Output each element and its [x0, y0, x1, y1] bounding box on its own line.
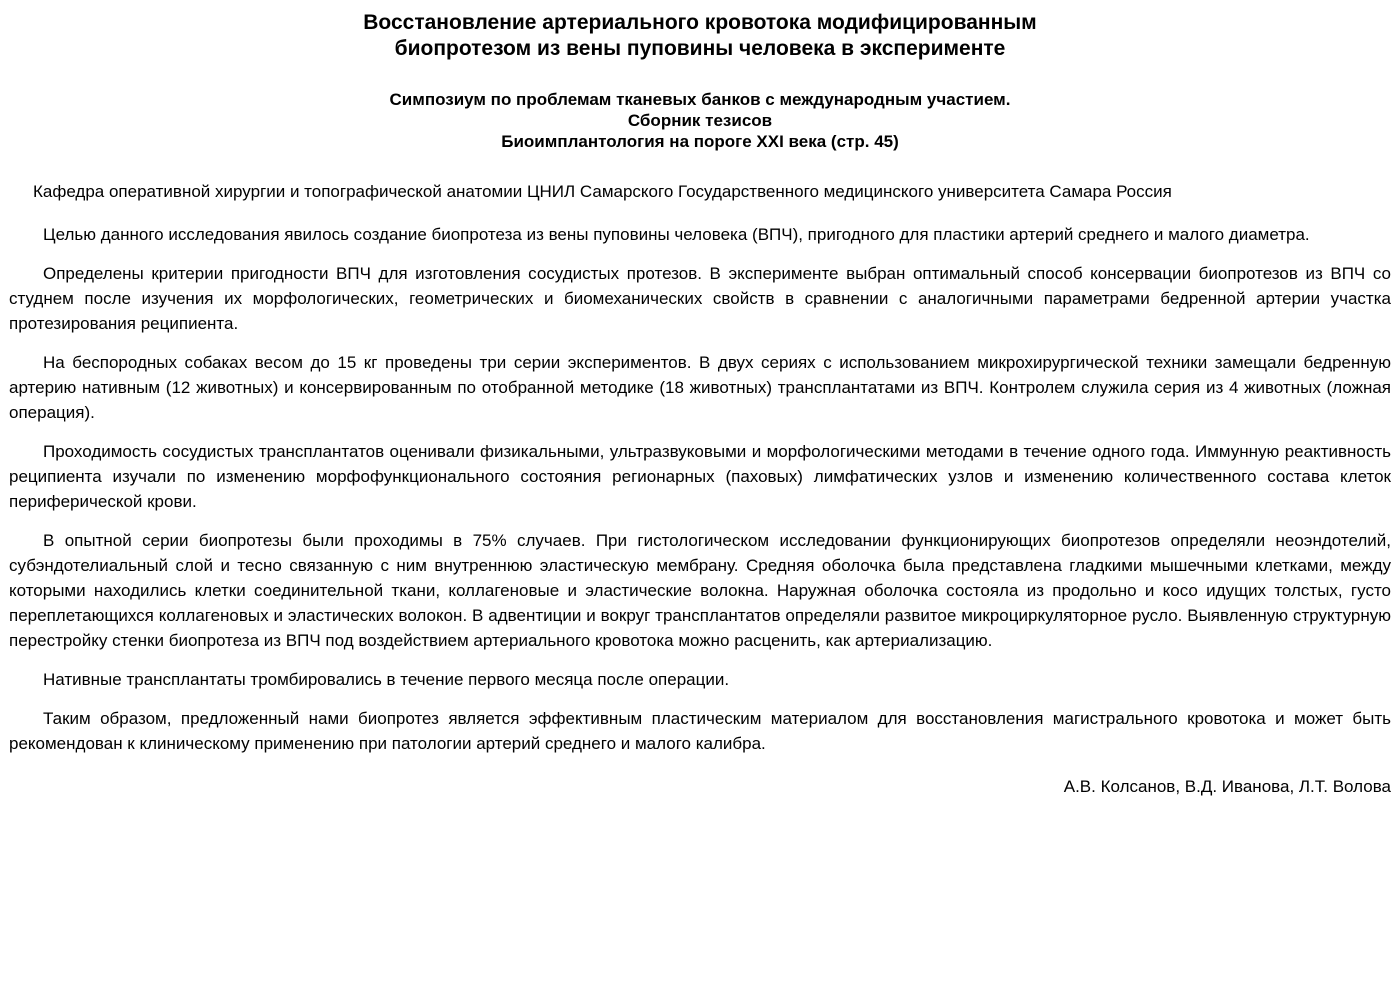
authors-line: А.В. Колсанов, В.Д. Иванова, Л.Т. Волова	[1063, 777, 1391, 796]
subtitle-collection: Сборник тезисов	[627, 111, 773, 130]
subtitle-bioimplantology: Биоимплантология на пороге XXI века (стр. 45)	[501, 132, 899, 151]
paragraph-aim: Целью данного исследования явилось создание биопротеза из вены пуповины человека (ВПЧ), пригодного для пластики артерий среднего и малого диаметра.	[43, 225, 1310, 244]
paragraph-methods: Проходимость сосудистых трансплантатов оценивали физикальными, ультразвуковыми и морфологическими методами в течение одного года. Иммунную реактивность реципиента изучали по изменению морфофункционального состояния регионарных (паховых) лимфатических узлов и изменению количественного состава клеток периферической крови.	[9, 442, 1391, 511]
paragraph-native-grafts: Нативные трансплантаты тромбировались в течение первого месяца после операции.	[43, 670, 730, 689]
paragraph-experiments: На беспородных собаках весом до 15 кг проведены три серии экспериментов. В двух сериях с использованием микрохирургической техники замещали бедренную артерию нативным (12 животных) и консервированным по отобранной методике (18 животных) трансплантатами из ВПЧ. Контролем служила серия из 4 животных (ложная операция).	[9, 353, 1391, 422]
document-title-line-1: Восстановление артериального кровотока модифицированным	[363, 11, 1037, 34]
document-subtitle	[9, 89, 1391, 152]
document-title-line-2: биопротезом из вены пуповины человека в эксперименте	[394, 37, 1006, 60]
document-title	[9, 10, 1391, 62]
paragraph-results: В опытной серии биопротезы были проходимы в 75% случаев. При гистологическом исследовании функционирующих биопротезов определяли неоэндотелий, субэндотелиальный слой и тесно связанную с ним внутреннюю эластическую мембрану. Средняя оболочка была представлена гладкими мышечными клетками, между которыми находились клетки соединительной ткани, коллагеновые и эластические волокна. Наружная оболочка состояла из продольно и косо идущих толстых, густо переплетающихся коллагеновых и эластических волокон. В адвентиции и вокруг трансплантатов определяли развитое микроциркуляторное русло. Выявленную структурную перестройку стенки биопротеза из ВПЧ под воздействием артериального кровотока можно расценить, как артериализацию.	[9, 531, 1391, 650]
subtitle-symposium: Симпозиум по проблемам тканевых банков с международным участием.	[389, 90, 1011, 109]
paragraph-conclusion: Таким образом, предложенный нами биопротез является эффективным пластическим материалом для восстановления магистрального кровотока и может быть рекомендован к клиническому применению при патологии артерий среднего и малого калибра.	[9, 709, 1391, 753]
affiliation-line: Кафедра оперативной хирургии и топографической анатомии ЦНИЛ Самарского Государственного медицинского университета Самара Россия	[33, 182, 1172, 201]
paragraph-criteria: Определены критерии пригодности ВПЧ для изготовления сосудистых протезов. В эксперименте выбран оптимальный способ консервации биопротезов из ВПЧ со студнем после изучения их морфологических, геометрических и биомеханических свойств в сравнении с аналогичными параметрами бедренной артерии участка протезирования реципиента.	[9, 264, 1391, 333]
